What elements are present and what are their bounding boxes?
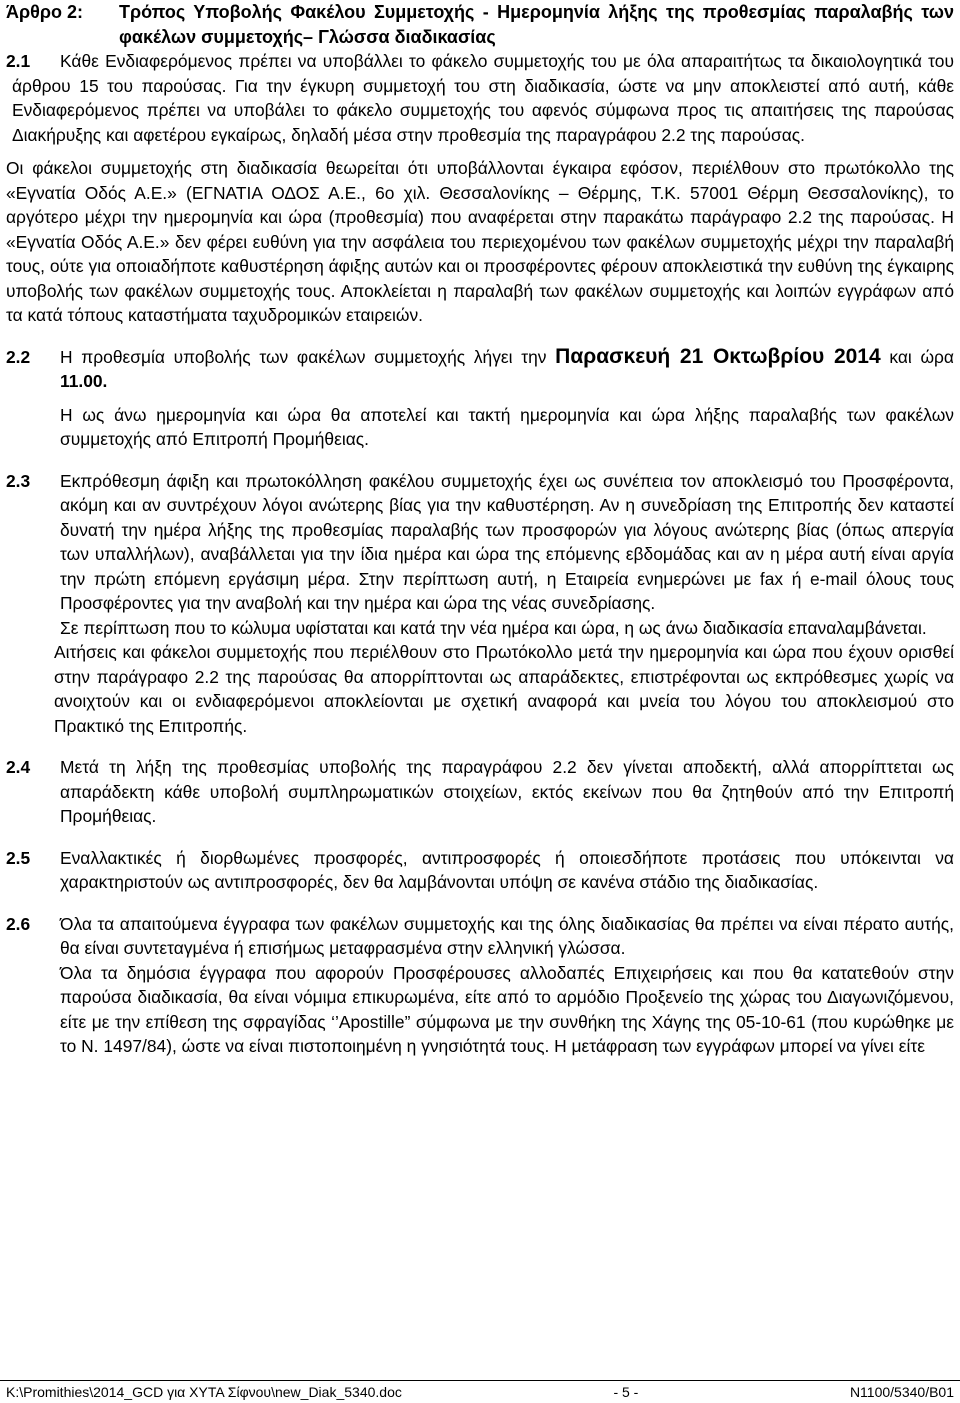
section-number: 2.1 xyxy=(6,51,31,71)
paragraph: Όλα τα δημόσια έγγραφα που αφορούν Προσφέρουσες αλλοδαπές Επιχειρήσεις και που θα κατατεθούν στην παρούσα διαδικασία, θα είναι νόμιμα επικυρωμένα, είτε από το αρμόδιο Προξενείο της χώρας του Διαγωνιζόμενου, είτε με την επίθεση της σφραγίδας ‘’Apostille” σύμφωνα με την συνθήκη της Χάγης της 05-10-61 (που κυρώθηκε με το Ν. 1497/84), ώστε να είναι πιστοποιημένη η γνησιότητά τους. Η μετάφραση των εγγράφων μπορεί να γίνει είτε xyxy=(60,962,954,1056)
deadline-paragraph xyxy=(60,345,954,394)
paragraph: Μετά τη λήξη της προθεσμίας υποβολής της παραγράφου 2.2 δεν γίνεται αποδεκτή, αλλά απορρίπτεται ως απαράδεκτη κάθε υποβολή συμπληρωματικών στοιχείων, εκτός εκείνων που θα ζητηθούν από την Επιτροπή Προμήθειας. xyxy=(60,757,954,826)
section-2-2 xyxy=(6,345,954,452)
section-2-6 xyxy=(6,912,954,1059)
article-label: Άρθρο 2: xyxy=(6,2,84,22)
paragraph: Εναλλακτικές ή διορθωμένες προσφορές, αντιπροσφορές ή οποιεσδήποτε προτάσεις που υπόκεινται να χαρακτηριστούν ως αντιπροσφορές, δεν θα λαμβάνονται υπόψη σε κανένα στάδιο της διαδικασίας. xyxy=(60,847,954,892)
deadline-mid: και ώρα xyxy=(889,346,954,367)
section-2-1 xyxy=(6,49,954,147)
paragraph: Εκπρόθεσμη άφιξη και πρωτοκόλληση φακέλου συμμετοχής έχει ως συνέπεια τον αποκλεισμό του Προσφέροντα, ακόμη και αν συντρέχουν λόγοι ανώτερης βίας για την καθυστέρηση. Αν η συνεδρίαση της Επιτροπής δεν καταστεί δυνατή την ημέρα λήξης της προθεσμίας παραλαβής των προσφορών για λόγους ανώτερης βίας (όπως απεργία των υπαλλήλων), αναβάλλεται για την ίδια ημέρα και ώρα της επόμενης εβδομάδας και αν η μέρα αυτή είναι αργία την πρώτη επόμενη εργάσιμη μέρα. Στην περίπτωση αυτή, η Εταιρεία ενημερώνει με fax ή e-mail όλους τους Προσφέροντες για την αναβολή και την ημέρα και ώρα της νέας συνεδρίασης. xyxy=(60,470,954,613)
deadline-time: 11.00. xyxy=(60,371,108,391)
page-footer xyxy=(0,1380,960,1401)
deadline-lead: Η προθεσμία υποβολής των φακέλων συμμετοχής λήγει την xyxy=(60,346,547,367)
paragraph: Σε περίπτωση που το κώλυμα υφίσταται και κατά την νέα ημέρα και ώρα, η ως άνω διαδικασία επαναλαμβάνεται. xyxy=(60,617,927,638)
section-number: 2.4 xyxy=(6,757,31,777)
section-number: 2.2 xyxy=(6,346,31,367)
section-number: 2.6 xyxy=(6,913,31,934)
document-page xyxy=(6,0,954,1059)
section-2-4 xyxy=(6,755,954,829)
section-number: 2.3 xyxy=(6,470,31,491)
section-number: 2.5 xyxy=(6,847,31,868)
section-2-3 xyxy=(6,469,954,739)
paragraph: Η ως άνω ημερομηνία και ώρα θα αποτελεί και τακτή ημερομηνία και ώρα λήξης παραλαβής των φακέλων συμμετοχής από Επιτροπή Προμήθειας. xyxy=(60,404,954,449)
deadline-date: Παρασκευή 21 Οκτωβρίου 2014 xyxy=(555,344,881,368)
paragraph: Οι φάκελοι συμμετοχής στη διαδικασία θεωρείται ότι υποβάλλονται έγκαιρα εφόσον, περιέλθουν στο πρωτόκολλο της «Εγνατία Οδός Α.Ε.» (ΕΓΝΑΤΙΑ ΟΔΟΣ Α.Ε., 6ο χιλ. Θεσσαλονίκης – Θέρμης, Τ.Κ. 57001 Θέρμη Θεσσαλονίκης), το αργότερο μέχρι την ημερομηνία και ώρα (προθεσμία) που αναφέρεται στην παρακάτω παράγραφο 2.2 της παρούσας. Η «Εγνατία Οδός Α.Ε.» δεν φέρει ευθύνη για την ασφάλεια του περιεχομένου των φακέλων συμμετοχής μέχρι την παραλαβή τους, ούτε για οποιαδήποτε καθυστέρηση άφιξης αυτών και οι προσφέροντες φέρουν αποκλειστικά την ευθύνη της έγκαιρης υποβολής των φακέλων συμμετοχής τους. Αποκλείεται η παραλαβή των φακέλων συμμετοχής και λοιπών εγγράφων από τα κατά τόπους καταστήματα ταχυδρομικών εταιρειών. xyxy=(6,158,954,325)
footer-doc-code: N1100/5340/B01 xyxy=(849,1384,954,1400)
section-2-5 xyxy=(6,846,954,895)
paragraph: Κάθε Ενδιαφερόμενος πρέπει να υποβάλλει το φάκελο συμμετοχής του με όλα απαραιτήτως τα δικαιολογητικά του άρθρου 15 του παρούσας. Για την έγκυρη συμμετοχή του στη διαδικασία, ώστε να μην αποκλειστεί από αυτή, κάθε Ενδιαφερόμενος πρέπει να υποβάλει το φάκελο συμμετοχής του αφενός σύμφωνα προς τις απαιτήσεις της παρούσας Διακήρυξης και αφετέρου εγκαίρως, δηλαδή μέσα στην προθεσμία της παραγράφου 2.2 της παρούσας. xyxy=(12,51,954,145)
article-header xyxy=(6,0,954,49)
footer-page-number: - 5 - xyxy=(613,1384,639,1400)
article-title: Τρόπος Υποβολής Φακέλου Συμμετοχής - Ημερομηνία λήξης της προθεσμίας παραλαβής των φακέλων συμμετοχής– Γλώσσα διαδικασίας xyxy=(119,2,954,47)
paragraph: Όλα τα απαιτούμενα έγγραφα των φακέλων συμμετοχής και της όλης διαδικασίας θα πρέπει να είναι πέρατο αυτής, θα είναι συντεταγμένα ή επισήμως μεταφρασμένα στην ελληνική γλώσσα. xyxy=(60,913,954,958)
footer-file-path: K:\Promithies\2014_GCD για ΧΥΤΑ Σίφνου\new_Diak_5340.doc xyxy=(6,1384,402,1400)
paragraph: Αιτήσεις και φάκελοι συμμετοχής που περιέλθουν στο Πρωτόκολλο μετά την ημερομηνία και ώρα που έχουν ορισθεί στην παράγραφο 2.2 της παρούσας θα απορρίπτονται ως απαράδεκτες, επιστρέφονται ως εκπρόθεσμες χωρίς να ανοιχτούν και οι ενδιαφερόμενοι αποκλείονται με σχετική αναφορά και μνεία του λόγου του αποκλεισμού στο Πρακτικό της Επιτροπής. xyxy=(54,642,954,736)
